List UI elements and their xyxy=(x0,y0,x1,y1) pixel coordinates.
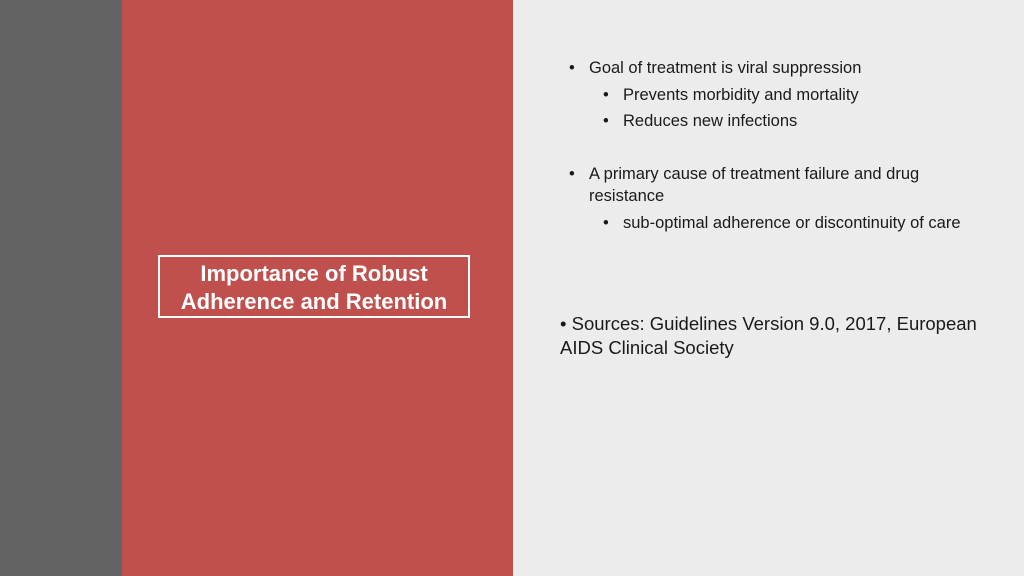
slide-title xyxy=(158,255,470,318)
bullet-item xyxy=(569,163,984,207)
bullet-icon: • xyxy=(560,313,567,334)
sub-bullet-item xyxy=(603,110,993,132)
bullet-icon: • xyxy=(603,112,609,130)
sub-bullet-text: Reduces new infections xyxy=(623,112,798,130)
bullet-icon: • xyxy=(603,214,609,232)
sources-text: Sources: Guidelines Version 9.0, 2017, European AIDS Clinical Society xyxy=(560,313,977,358)
bullet-text: Goal of treatment is viral suppression xyxy=(589,59,862,77)
bullet-text: A primary cause of treatment failure and drug resistance xyxy=(589,165,920,205)
bullet-item xyxy=(569,57,989,79)
sub-bullet-text: sub-optimal adherence or discontinuity of care xyxy=(623,214,961,232)
sub-bullet-item xyxy=(603,84,993,106)
sub-bullet-item xyxy=(603,212,983,234)
left-gray-strip xyxy=(0,0,122,576)
sources-note xyxy=(560,312,980,360)
bullet-icon: • xyxy=(569,59,575,77)
bullet-icon: • xyxy=(569,165,575,183)
slide-title-line-2: Adherence and Retention xyxy=(180,289,448,314)
bullet-icon: • xyxy=(603,86,609,104)
sub-bullet-text: Prevents morbidity and mortality xyxy=(623,86,859,104)
slide-title-line-1: Importance of Robust xyxy=(200,261,428,286)
